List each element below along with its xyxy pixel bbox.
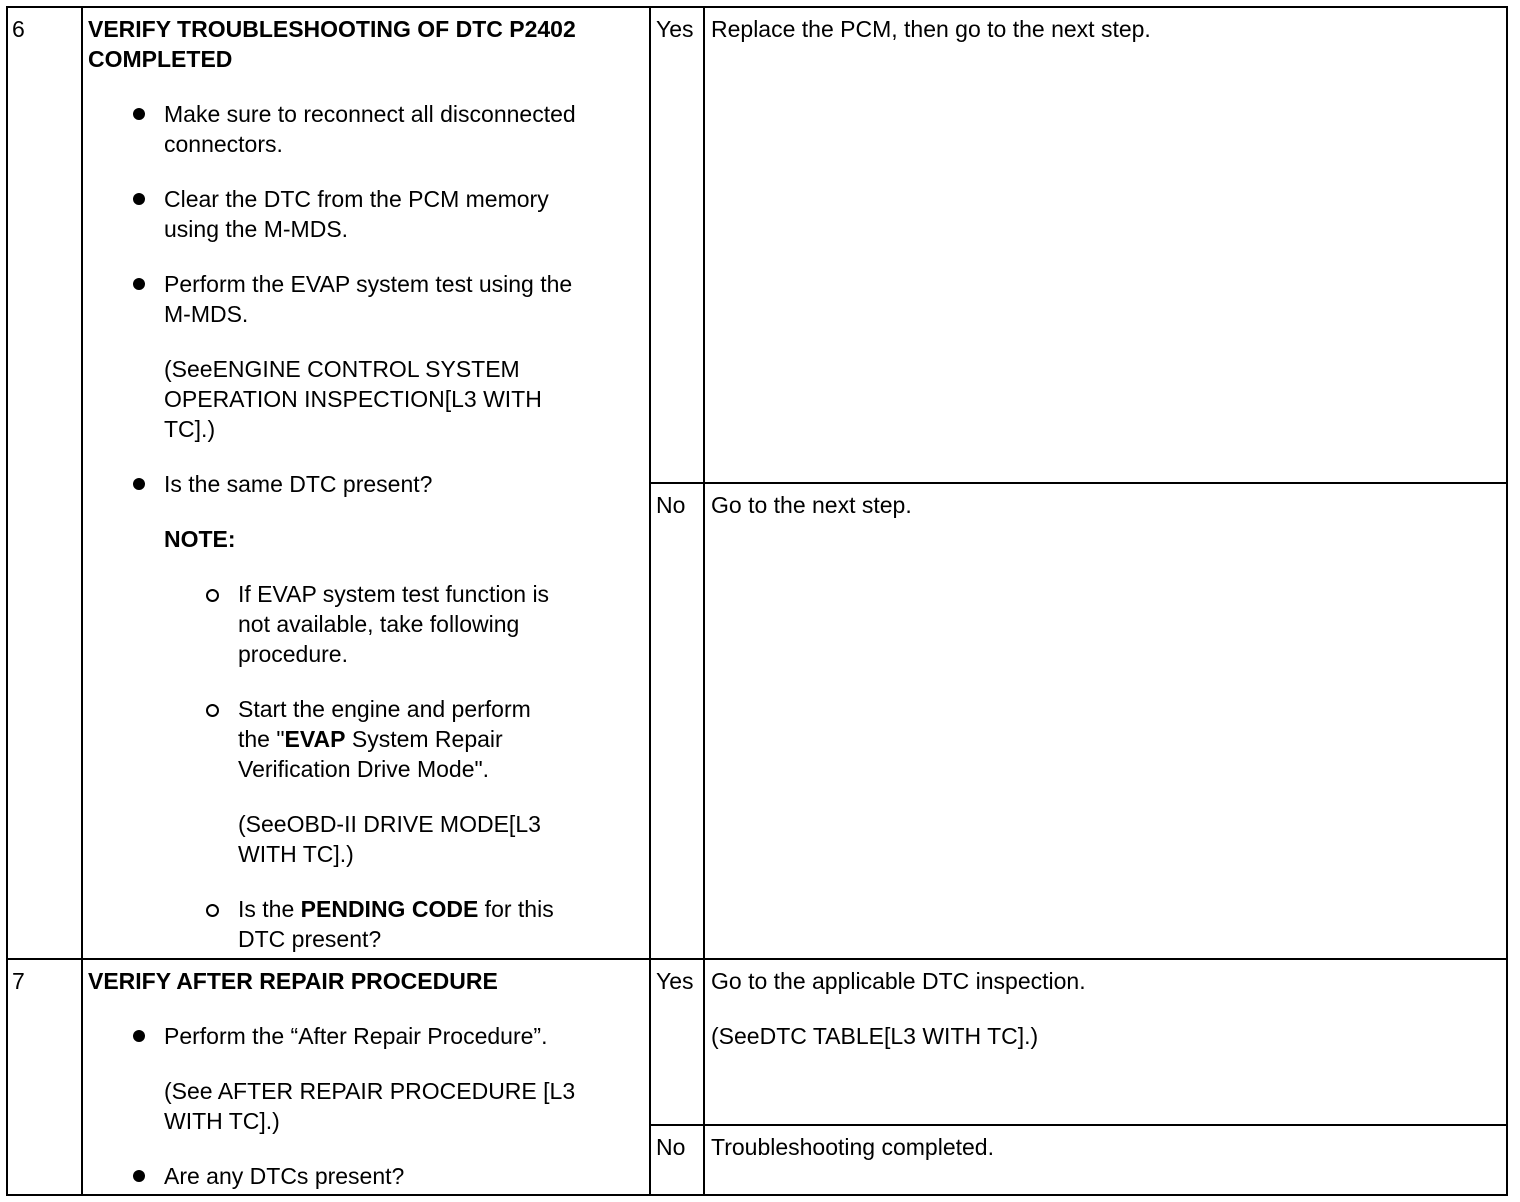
instruction-text: Clear the DTC from the PCM memory [164, 186, 549, 212]
step-number: 7 [12, 968, 25, 994]
no-action: Go to the next step. [711, 492, 912, 518]
reference-link[interactable]: WITH TC].) [238, 841, 354, 867]
bullet-icon [133, 278, 145, 290]
bullet-icon [133, 478, 145, 490]
column-divider-step [81, 6, 83, 1196]
reference-link[interactable]: OPERATION INSPECTION[L3 WITH [164, 386, 542, 412]
row-divider-6-7 [6, 958, 1508, 960]
reference-link[interactable]: (SeeENGINE CONTROL SYSTEM [164, 356, 520, 382]
column-divider-result [703, 6, 705, 1196]
instruction-text: connectors. [164, 131, 283, 157]
no-label: No [656, 492, 686, 518]
bullet-icon [133, 1030, 145, 1042]
instruction-text: Are any DTCs present? [164, 1163, 405, 1189]
step-title: COMPLETED [88, 46, 233, 72]
instruction-text: Is the same DTC present? [164, 471, 433, 497]
sub-bullet-icon [206, 704, 219, 717]
yes-label: Yes [656, 968, 694, 994]
bullet-icon [133, 193, 145, 205]
note-text: procedure. [238, 641, 348, 667]
instruction-text: M-MDS. [164, 301, 249, 327]
reference-link[interactable]: TC].) [164, 416, 216, 442]
note-text: the "EVAP System Repair [238, 726, 503, 752]
step-title: VERIFY AFTER REPAIR PROCEDURE [88, 968, 498, 994]
step-number: 6 [12, 16, 25, 42]
note-text: not available, take following [238, 611, 520, 637]
bullet-icon [133, 108, 145, 120]
note-text: DTC present? [238, 926, 382, 952]
note-label: NOTE: [164, 526, 236, 552]
note-text: Verification Drive Mode". [238, 756, 490, 782]
yes-action: Replace the PCM, then go to the next step. [711, 16, 1151, 42]
reference-link[interactable]: (SeeDTC TABLE[L3 WITH TC].) [711, 1023, 1039, 1049]
row-divider-6-yes-no [649, 482, 1508, 484]
reference-link[interactable]: (See AFTER REPAIR PROCEDURE [L3 [164, 1078, 576, 1104]
note-text: If EVAP system test function is [238, 581, 550, 607]
no-label: No [656, 1134, 686, 1160]
note-text: Is the PENDING CODE for this [238, 896, 554, 922]
reference-link[interactable]: WITH TC].) [164, 1108, 280, 1134]
sub-bullet-icon [206, 904, 219, 917]
step-title: VERIFY TROUBLESHOOTING OF DTC P2402 [88, 16, 576, 42]
bullet-icon [133, 1170, 145, 1182]
sub-bullet-icon [206, 589, 219, 602]
column-divider-inspection [649, 6, 651, 1196]
reference-link[interactable]: (SeeOBD-II DRIVE MODE[L3 [238, 811, 541, 837]
row-divider-7-yes-no [649, 1124, 1508, 1126]
instruction-text: Perform the EVAP system test using the [164, 271, 573, 297]
yes-action: Go to the applicable DTC inspection. [711, 968, 1086, 994]
instruction-text: Make sure to reconnect all disconnected [164, 101, 576, 127]
instruction-text: using the M-MDS. [164, 216, 349, 242]
yes-label: Yes [656, 16, 694, 42]
instruction-text: Perform the “After Repair Procedure”. [164, 1023, 548, 1049]
no-action: Troubleshooting completed. [711, 1134, 994, 1160]
note-text: Start the engine and perform [238, 696, 531, 722]
